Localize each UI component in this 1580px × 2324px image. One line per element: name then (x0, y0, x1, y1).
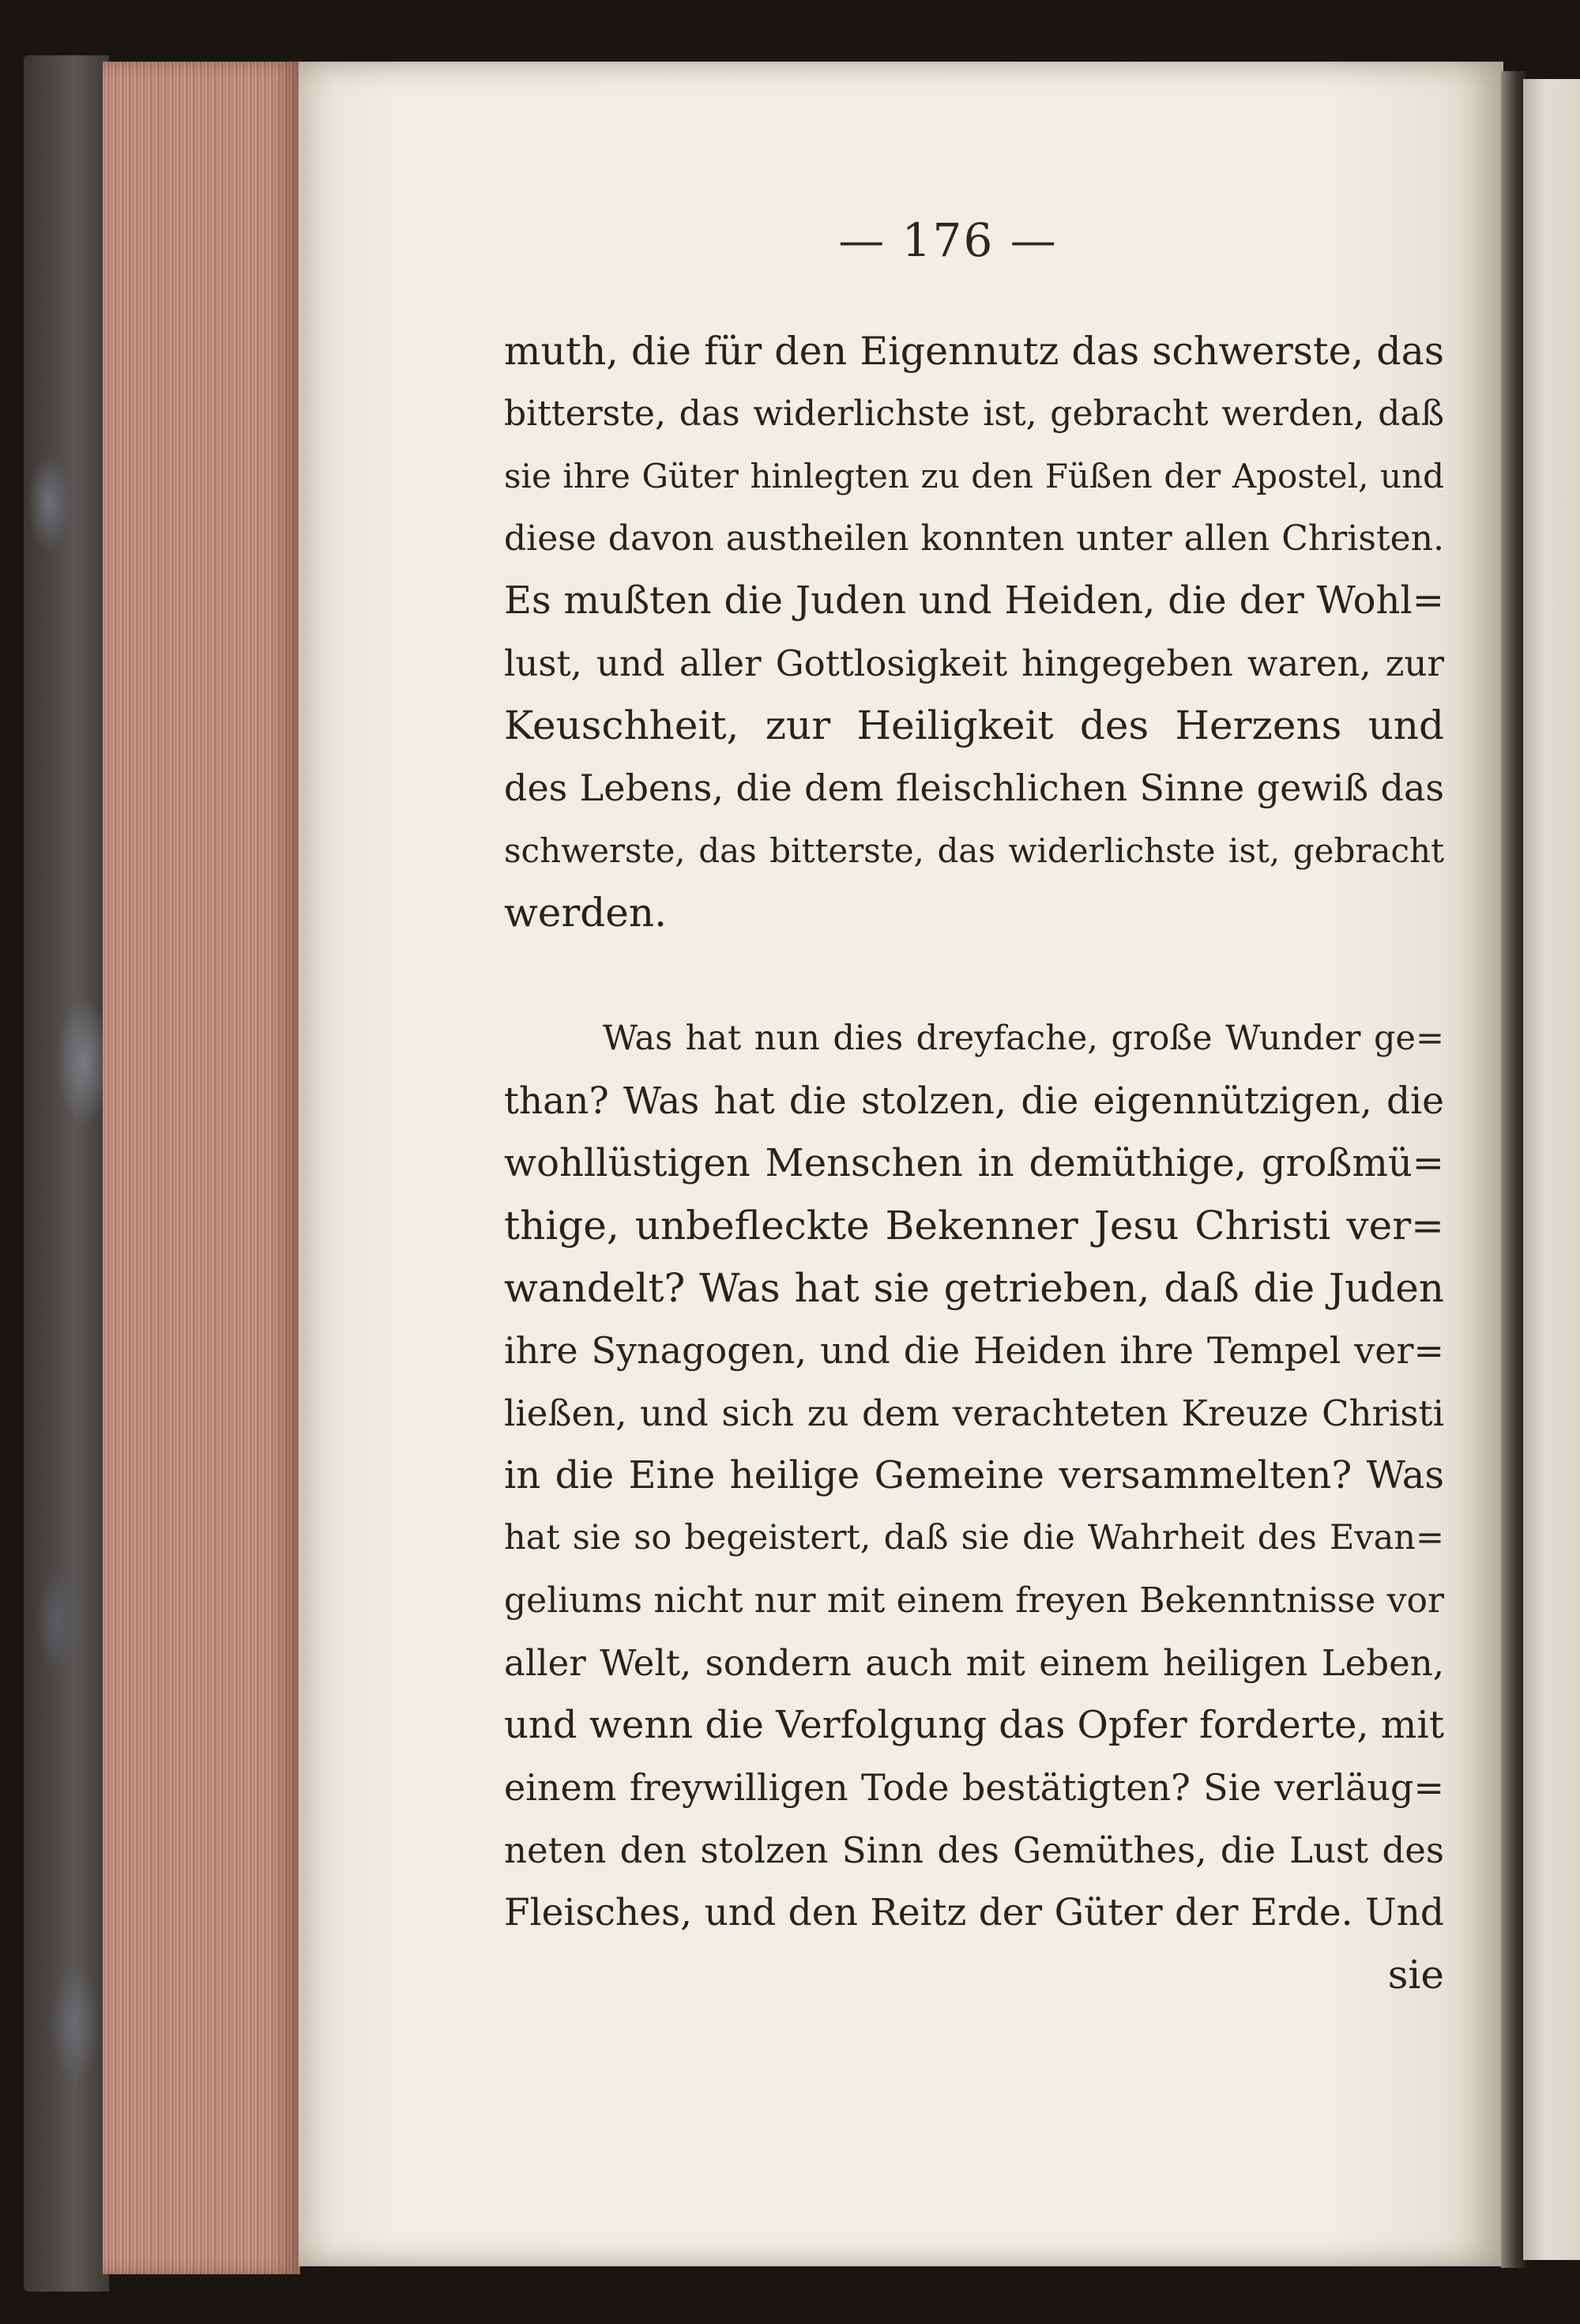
text-line: des Lebens, die dem fleischlichen Sinne gewiß das (504, 767, 1444, 809)
marbled-cover (24, 55, 109, 2292)
text-line: thige, unbefleckte Bekenner Jesu Christi ver= (504, 1203, 1444, 1249)
text-line: wohllüstigen Menschen in demüthige, großmü= (504, 1141, 1444, 1185)
text-line: wandelt? Was hat sie getrieben, daß die Juden (504, 1265, 1444, 1311)
text-line: Es mußten die Juden und Heiden, die der Wohl= (504, 578, 1444, 623)
text-line: muth, die für den Eigennutz das schwerste, das (504, 329, 1444, 374)
text-line: ließen, und sich zu dem verachteten Kreuze Christi (504, 1392, 1444, 1434)
text-line: hat sie so begeistert, daß sie die Wahrheit des Evan= (504, 1518, 1444, 1557)
text-line: einem freywilligen Tode bestätigten? Sie verläug= (504, 1766, 1444, 1809)
text-line: diese davon austheilen konnten unter allen Christen. (504, 518, 1444, 559)
text-line: schwerste, das bitterste, das widerlichste ist, gebracht (504, 831, 1444, 870)
page-edges (103, 62, 300, 2274)
text-line: Fleisches, und den Reitz der Güter der Erde. Und (504, 1891, 1444, 1934)
text-line: lust, und aller Gottlosigkeit hingegeben waren, zur (504, 642, 1444, 684)
text-line: werden. (504, 890, 667, 936)
text-line: Keuschheit, zur Heiligkeit des Herzens und (504, 702, 1444, 748)
body-text (504, 320, 1444, 2006)
text-line: than? Was hat die stolzen, die eigennützigen, die (504, 1079, 1444, 1123)
text-line: aller Welt, sondern auch mit einem heiligen Leben, (504, 1642, 1444, 1684)
text-line: Was hat nun dies dreyfache, große Wunder ge= (603, 1019, 1444, 1058)
catchword: sie (1387, 1952, 1444, 1998)
text-line: in die Eine heilige Gemeine versammelten? Was (504, 1453, 1444, 1497)
facing-page-edge (1523, 79, 1580, 2260)
text-line: und wenn die Verfolgung das Opfer forderte, mit (504, 1703, 1444, 1747)
page-number: — 176 — (838, 213, 1058, 267)
text-line: neten den stolzen Sinn des Gemüthes, die Lust des (504, 1829, 1444, 1871)
text-line: geliums nicht nur mit einem freyen Bekenntnisse vor (504, 1580, 1444, 1621)
text-line: sie ihre Güter hinlegten zu den Füßen der Apostel, und (504, 457, 1444, 495)
text-line: bitterste, das widerlichste ist, gebracht werden, daß (504, 394, 1444, 434)
paragraph-gap (504, 944, 1444, 1008)
text-line: ihre Synagogen, und die Heiden ihre Tempel ver= (504, 1329, 1444, 1372)
